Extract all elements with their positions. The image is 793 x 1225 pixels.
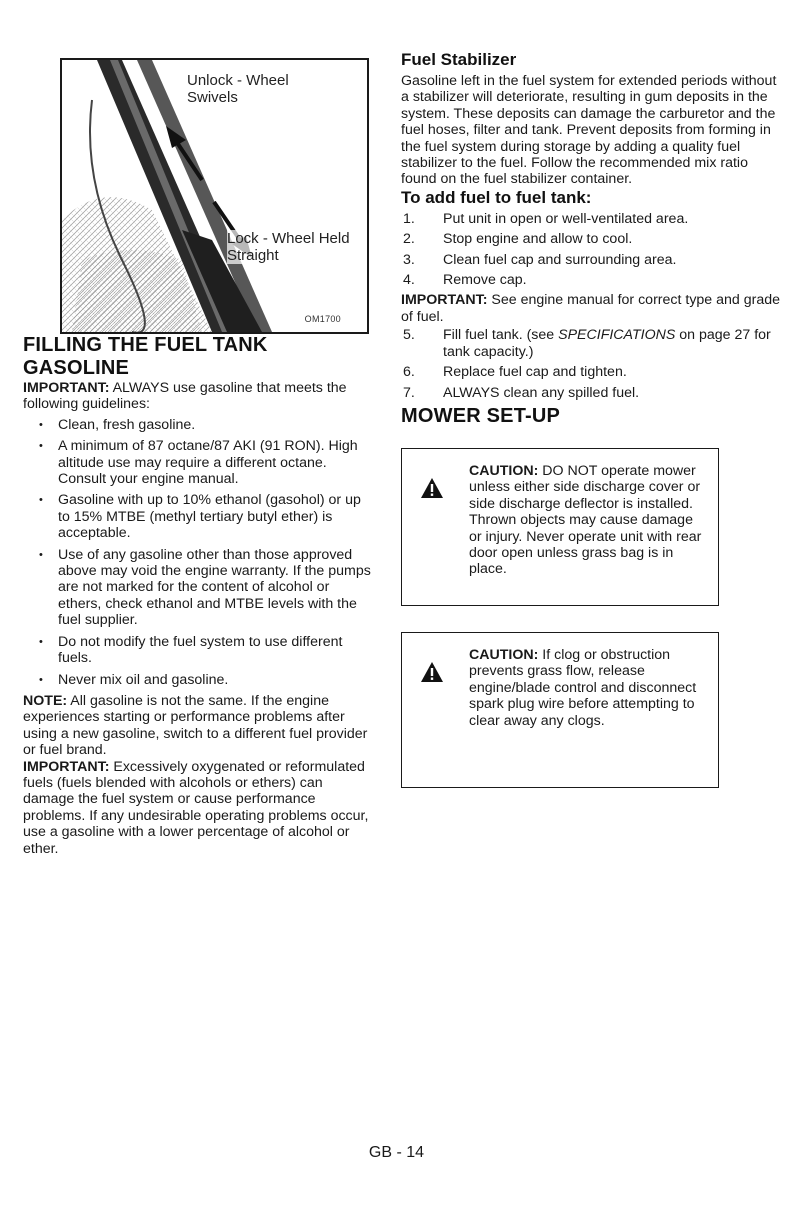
add-fuel-heading: To add fuel to fuel tank: <box>401 187 592 207</box>
warning-icon <box>420 661 444 683</box>
list-item: • Do not modify the fuel system to use different fuels. <box>23 634 375 667</box>
list-item: 7. ALWAYS clean any spilled fuel. <box>403 384 640 401</box>
gasoline-heading: GASOLINE <box>23 357 130 379</box>
page-number: GB - 14 <box>368 1144 425 1161</box>
add-fuel-steps <box>401 211 781 289</box>
gasoline-guidelines-list <box>23 417 375 688</box>
note-paragraph: NOTE: All gasoline is not the same. If the engine experiences starting or performance problems after using a new gasoline, switch to a different fuel provider or fuel brand. <box>23 692 368 759</box>
figure-code: OM1700 <box>304 314 341 324</box>
caution-box-discharge <box>401 448 719 606</box>
list-item: • Gasoline with up to 10% ethanol (gasohol) or up to 15% MTBE (methyl tertiary butyl ether) is acceptable. <box>23 492 375 541</box>
list-item: 1. Put unit in open or well-ventilated area. <box>403 210 689 227</box>
list-item: 2. Stop engine and allow to cool. <box>403 231 633 248</box>
add-fuel-steps-continued <box>401 327 781 401</box>
caution-text: CAUTION: DO NOT operate mower unless either side discharge cover or side discharge deflector is installed. Thrown objects may cause damage or injury. Never operate unit with rear door open unless grass bag is in place. <box>469 462 702 578</box>
list-item: 4. Remove cap. <box>403 272 527 289</box>
stabilizer-heading: Fuel Stabilizer <box>401 50 517 69</box>
list-item: 3. Clean fuel cap and surrounding area. <box>403 251 677 268</box>
list-item: 5. Fill fuel tank. (see SPECIFICATIONS on page 27 for tank capacity.) <box>403 327 771 360</box>
important-fuel-paragraph: IMPORTANT: See engine manual for correct type and grade of fuel. <box>401 292 781 325</box>
left-column <box>23 58 375 857</box>
right-column <box>401 50 781 788</box>
warning-icon <box>420 477 444 499</box>
caution-box-clog <box>401 632 719 788</box>
mower-setup-heading: MOWER SET-UP <box>401 404 561 427</box>
stabilizer-paragraph: Gasoline left in the fuel system for extended periods without a stabilizer will deteriorate, resulting in gum deposits in the system. These deposits can damage the carburetor and the fuel hoses, filter and tank. Prevent deposits from forming in the fuel system during storage by adding a quality fuel stabilizer to the fuel. Follow the recommended mix ratio found on the fuel stabilizer container. <box>401 73 777 188</box>
list-item: • Clean, fresh gasoline. <box>23 417 375 433</box>
unlock-label: Unlock - Wheel Swivels <box>187 72 289 106</box>
list-item: • A minimum of 87 octane/87 AKI (91 RON). High altitude use may require a different octane. Consult your engine manual. <box>23 438 375 487</box>
wheel-lock-figure <box>60 58 369 334</box>
list-item: • Use of any gasoline other than those approved above may void the engine warranty. If the pumps are not marked for the content of alcohol or ethers, check ethanol and MTBE levels with the fuel supplier. <box>23 547 375 629</box>
list-item: • Never mix oil and gasoline. <box>23 672 375 688</box>
caution-text: CAUTION: If clog or obstruction prevents grass flow, release engine/blade control and disconnect spark plug wire before attempting to clear away any clogs. <box>469 646 697 729</box>
important-paragraph-2: IMPORTANT: Excessively oxygenated or reformulated fuels (fuels blended with alcohols or ethers) can damage the fuel system or cause performance problems. If any undesirable operating problems occur, use a gasoline with a lower percentage of alcohol or ether. <box>23 758 369 857</box>
lock-label: Lock - Wheel Held Straight <box>227 230 350 264</box>
list-item: 6. Replace fuel cap and tighten. <box>403 364 627 381</box>
filling-heading: FILLING THE FUEL TANK <box>23 334 268 356</box>
important-paragraph-1: IMPORTANT: ALWAYS use gasoline that meets the following guidelines: <box>23 380 347 413</box>
